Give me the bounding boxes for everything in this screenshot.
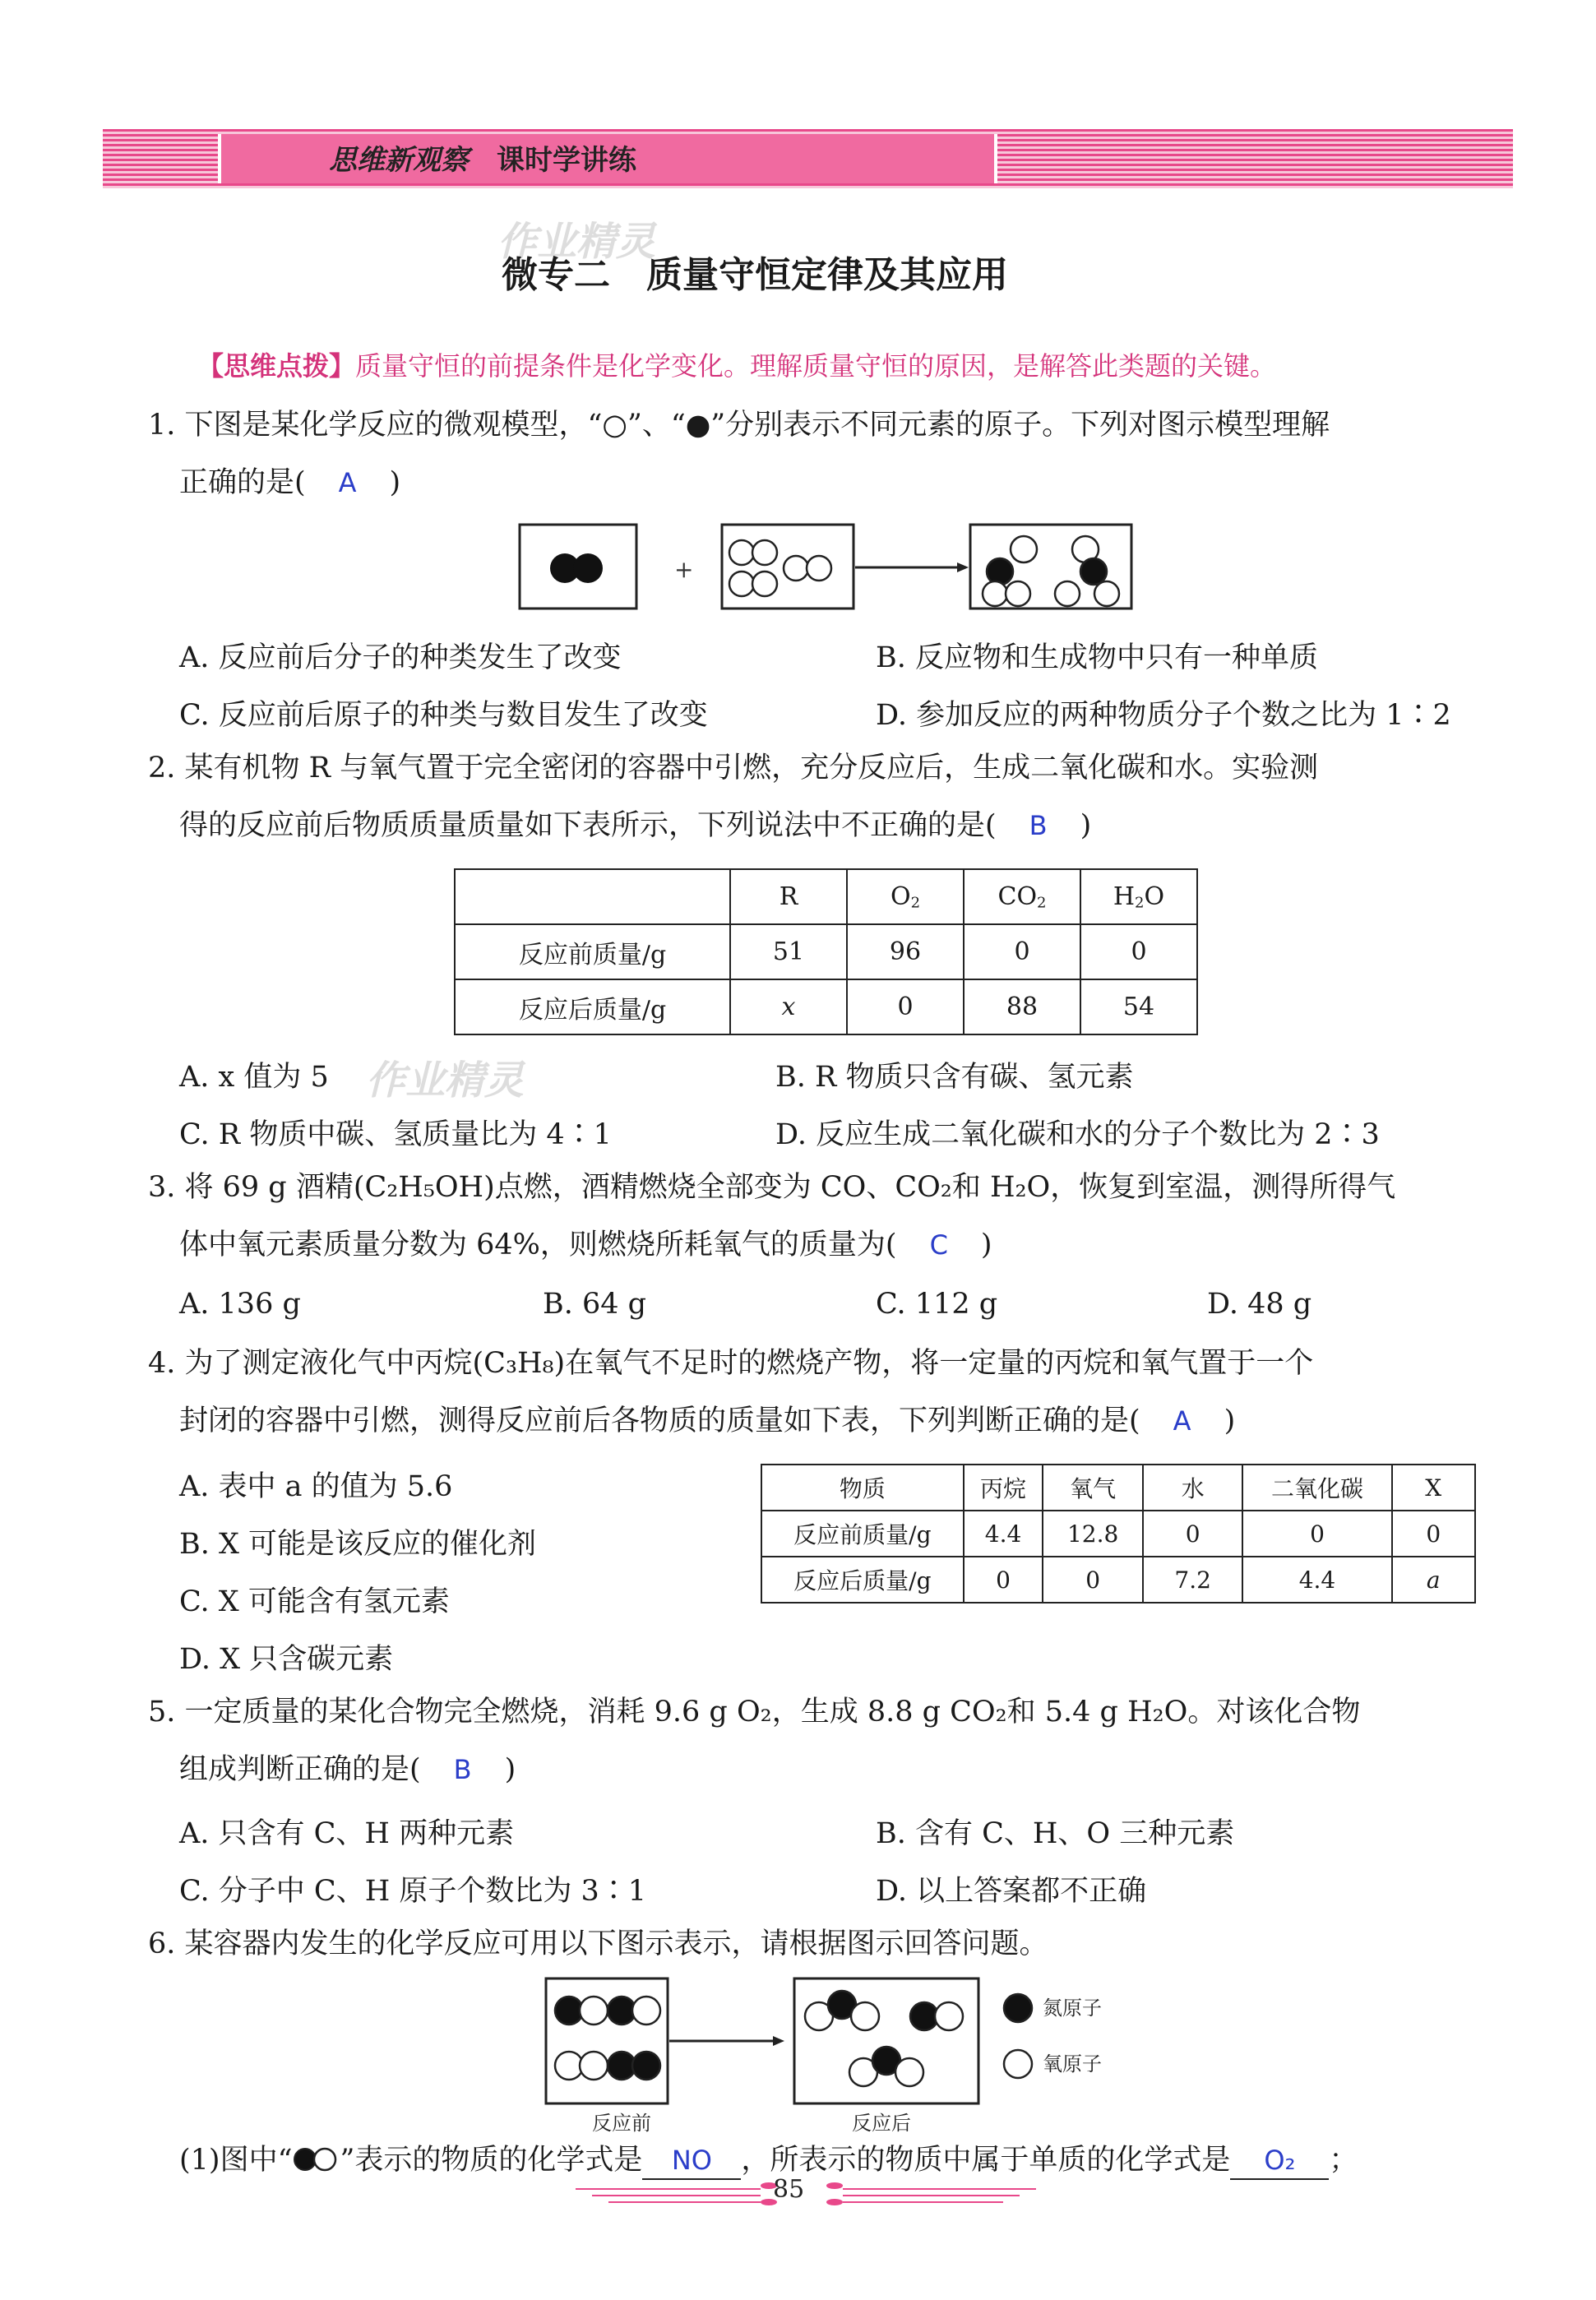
q3-prompt: 体中氧元素质量分数为 64%，则燃烧所耗氧气的质量为( [179,1229,897,1261]
q6-blank-2: O₂ [1230,2142,1329,2180]
q2-prompt: 得的反应前后物质质量质量如下表所示，下列说法中不正确的是( [179,809,997,842]
q5-close: ) [504,1753,516,1786]
q1-option-a: A. 反应前后分子的种类发生了改变 [179,641,622,674]
q5-answer: B [453,1754,472,1785]
q2-th-empty [455,869,730,924]
q2-th-co2: $CO_2$ [964,869,1080,924]
q3-option-b: B. 64 g [543,1288,647,1321]
q6-reaction-diagram [543,1974,1135,2138]
q5-option-a: A. 只含有 C、H 两种元素 [179,1817,515,1850]
q2-line2 [179,808,1091,844]
q5-option-d: D. 以上答案都不正确 [876,1875,1147,1908]
q1-arrow-head [957,562,969,572]
q2-row-after: 反应后质量/g x 0 88 54 [455,979,1197,1034]
q4-answer: A [1173,1405,1191,1437]
page-number: 85 [773,2175,805,2204]
q4-close: ) [1224,1405,1236,1437]
q4-prompt: 封闭的容器中引燃，测得反应前后各物质的质量如下表，下列判断正确的是( [179,1405,1140,1437]
q6-arrow-head [773,2036,784,2046]
q4-line1: 4. 为了测定液化气中丙烷(C₃H₈)在氧气不足时的燃烧产物，将一定量的丙烷和氧气置于一个 [148,1347,1314,1380]
q1-line2 [179,465,400,501]
header-band [103,129,1513,188]
q6-legend-oxygen-dot [1004,2050,1032,2078]
q2-answer: B [1029,810,1048,841]
q2-option-a: A. x 值为 5 [179,1061,329,1094]
q3-line1: 3. 将 69 g 酒精(C₂H₅OH)点燃，酒精燃烧全部变为 CO、CO₂和 H₂O，恢复到室温，测得所得气 [148,1171,1396,1204]
q6-no-molecule-icon [292,2146,340,2173]
q2-th-h2o: $H_2O$ [1080,869,1197,924]
q1-answer: A [338,467,357,498]
q4-option-a: A. 表中 a 的值为 5.6 [179,1470,453,1503]
q1-atom-black [573,553,603,583]
q2-option-d: D. 反应生成二氧化碳和水的分子个数比为 2∶3 [775,1118,1380,1151]
q4-line2 [179,1403,1235,1439]
q1-white-atoms [729,540,831,596]
q1-close: ) [389,466,401,499]
q6-label-before: 反应前 [592,2112,651,2135]
q2-option-c: C. R 物质中碳、氢质量比为 4∶1 [179,1118,612,1151]
tip-text: 质量守恒的前提条件是化学变化。理解质量守恒的原因，是解答此类题的关键。 [355,350,1277,382]
q3-option-a: A. 136 g [179,1288,301,1321]
q4-row-after: 反应后质量/g 0 0 7.2 4.4 a [761,1557,1475,1603]
q5-line1: 5. 一定质量的某化合物完全燃烧，消耗 9.6 g O₂，生成 8.8 g CO₂和 5.4 g H₂O。对该化合物 [148,1696,1361,1728]
header-text [329,137,636,178]
page-title: 微专二 质量守恒定律及其应用 [502,254,1008,296]
q6-line1: 6. 某容器内发生的化学反应可用以下图示表示，请根据图示回答问题。 [148,1927,1048,1960]
q5-prompt: 组成判断正确的是( [179,1753,421,1786]
q4-table [761,1464,1476,1604]
q5-line2 [179,1752,516,1788]
q1-option-c: C. 反应前后原子的种类与数目发生了改变 [179,699,708,732]
q4-row-head: 物质 丙烷 氧气 水 二氧化碳 X [761,1465,1475,1511]
header-book: 课时学讲练 [497,144,636,177]
q6-sub1-part-d: ； [1329,2144,1358,2177]
q2-th-r: R [730,869,847,924]
q2-th-o2: $O_2$ [847,869,964,924]
tip-label: 【思维点拨】 [197,350,356,382]
watermark-top: 作业精灵 [497,219,656,265]
q6-sub1-part-c: ，所表示的物质中属于单质的化学式是 [741,2144,1231,2177]
q2-close: ) [1080,809,1092,842]
q6-sub1-part-a: (1)图中“ [179,2144,293,2177]
q6-legend-nitrogen-dot [1004,1994,1032,2022]
q1-plus: + [674,556,694,583]
q6-label-after: 反应后 [852,2112,911,2135]
q6-legend-nitrogen: 氮原子 [1043,1997,1102,2020]
q2-option-b: B. R 物质只含有碳、氢元素 [775,1061,1134,1094]
q5-option-b: B. 含有 C、H、O 三种元素 [876,1817,1235,1850]
q6-before-molecules [555,1997,660,2080]
q6-after-molecules [805,1991,963,2086]
q4-option-d: D. X 只含碳元素 [179,1643,394,1676]
q4-option-c: C. X 可能含有氢元素 [179,1585,450,1618]
q5-option-c: C. 分子中 C、H 原子个数比为 3∶1 [179,1875,646,1908]
watermark-middle: 作业精灵 [366,1057,525,1104]
q3-option-c: C. 112 g [876,1288,998,1321]
q1-product-atoms [983,536,1119,606]
q3-line2 [179,1227,992,1263]
q6-box-after [794,1978,978,2103]
q3-answer: C [929,1229,948,1261]
q1-prompt: 正确的是( [179,466,306,499]
q2-table [454,868,1198,1035]
ornament-lines-right [843,2189,1036,2202]
q1-line1: 1. 下图是某化学反应的微观模型，“○”、“●”分别表示不同元素的原子。下列对图示模型理解 [148,409,1330,442]
q6-sub1-part-b: ”表示的物质的化学式是 [340,2144,643,2177]
page-number-ornament [559,2171,1052,2220]
q4-row-before: 反应前质量/g 4.4 12.8 0 0 0 [761,1511,1475,1557]
q6-blank-1: NO [642,2142,741,2180]
ornament-lines-left [576,2189,761,2202]
header-brand: 思维新观察 [329,144,469,177]
q1-option-d: D. 参加反应的两种物质分子个数之比为 1∶2 [876,699,1451,732]
q2-row-before: 反应前质量/g 51 96 0 0 [455,924,1197,979]
q3-close: ) [980,1229,992,1261]
q4-option-b: B. X 可能是该反应的催化剂 [179,1528,537,1561]
q1-molecule-diagram [518,518,1143,617]
q3-option-d: D. 48 g [1207,1288,1312,1321]
thinking-tip [197,345,1276,383]
q1-option-b: B. 反应物和生成物中只有一种单质 [876,641,1318,674]
q2-line1: 2. 某有机物 R 与氧气置于完全密闭的容器中引燃，充分反应后，生成二氧化碳和水。实验测 [148,752,1319,784]
q6-legend-oxygen: 氧原子 [1043,2052,1102,2076]
